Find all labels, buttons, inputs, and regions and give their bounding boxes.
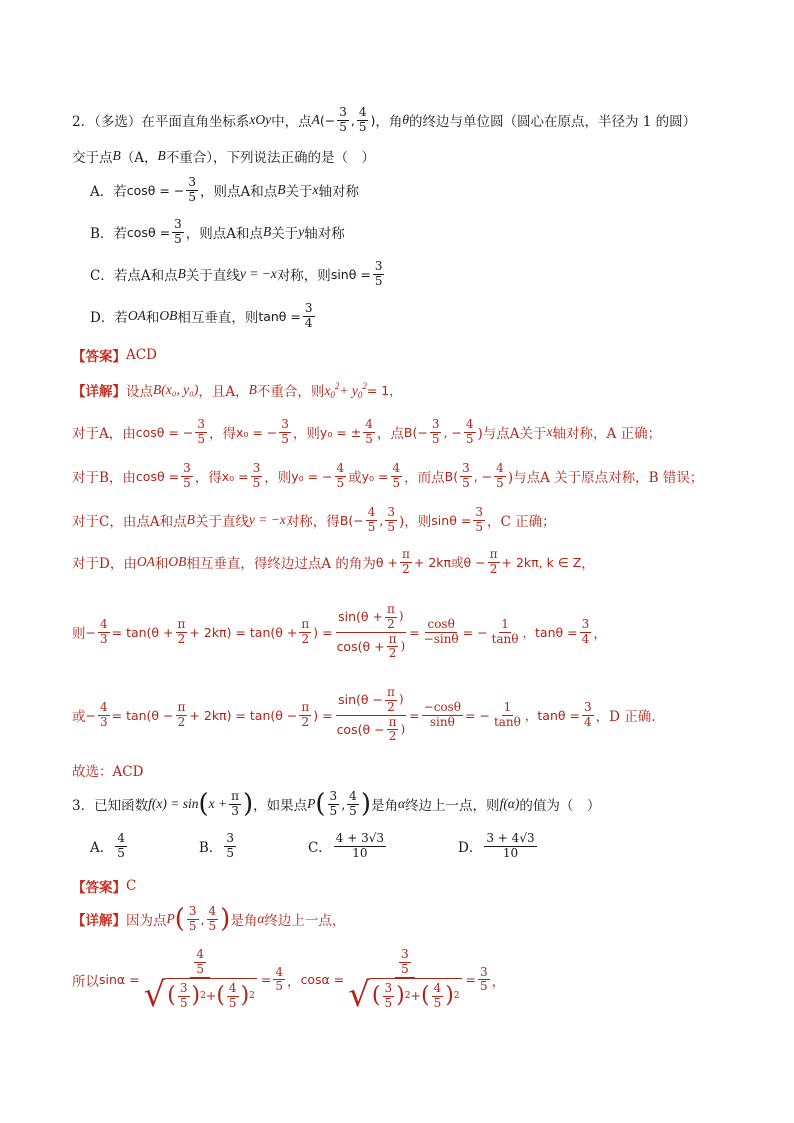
q2-option-d <box>90 302 317 331</box>
fraction: $\frac{4}{5}$ <box>392 461 401 490</box>
math-oa: OA <box>136 554 155 570</box>
fraction: $\frac{\pi}{2}$ <box>401 547 410 576</box>
math-alpha: α <box>257 911 265 927</box>
text: 不重合），下列说法正确的是（ ） <box>165 150 375 166</box>
text: A．若 <box>90 184 127 201</box>
text: )，则 <box>399 514 432 531</box>
fraction: $\frac{4}{5}$ <box>365 417 373 446</box>
text: 的值为（ ） <box>519 798 601 815</box>
math-alpha: α <box>397 796 406 812</box>
math: = 1， <box>366 383 402 398</box>
fraction: $\frac{4}{5}$ <box>496 461 504 490</box>
math: cosθ = <box>135 468 180 484</box>
text: 关于直线 <box>185 268 240 285</box>
math: B(− <box>403 424 428 440</box>
math: = − <box>465 707 490 723</box>
text: 对于D，由 <box>72 556 137 573</box>
text: 关于 <box>285 184 313 201</box>
text: 是角 <box>230 913 258 930</box>
math: sinθ = <box>431 512 472 528</box>
text: 则 <box>72 626 86 643</box>
fraction: $\frac{3}{5}$ <box>174 217 182 246</box>
math: tanθ = <box>258 308 301 324</box>
fraction: $\frac{\pi}{2}$ <box>301 699 310 729</box>
fraction: $\frac{1}{\tan\theta}$ <box>491 616 519 646</box>
math-x: x <box>312 182 319 198</box>
text: ，且A， <box>198 384 249 400</box>
math-point-b: B <box>112 148 121 163</box>
math: cosθ = <box>126 224 171 240</box>
math: sinθ = <box>330 266 371 282</box>
compound-fraction: $\frac{4}{5}$ √ ( $\frac{3}{5}$ ) 2 + ( $\frac{4}{5}$ ) 2 <box>143 947 255 1015</box>
q2-detail-line1 <box>72 380 402 400</box>
text: B．若 <box>90 226 127 243</box>
math: y₀ = − <box>291 468 333 484</box>
math: sinα = <box>99 972 140 988</box>
math: − <box>85 624 96 640</box>
math: cosθ = − <box>135 424 194 440</box>
text: 终边上一点，则 <box>405 798 500 815</box>
math: cosα = <box>300 972 345 988</box>
text: 中，点 <box>271 114 312 131</box>
math: x + <box>208 796 228 812</box>
q2-detail-e2 <box>72 686 656 744</box>
q3-stem <box>72 790 600 819</box>
text: 关于 <box>271 226 299 243</box>
fraction: $\frac{4}{5}$ <box>336 461 345 490</box>
fraction: $\frac{\cos\theta}{-\sin\theta}$ <box>423 616 459 646</box>
math-point-p: P <box>307 796 316 812</box>
q2-stem-line2 <box>72 146 375 166</box>
text: 交于点 <box>72 150 113 166</box>
text: 和 <box>154 556 169 573</box>
text: )与点A关于 <box>477 426 547 443</box>
math-point-b: B <box>262 224 272 240</box>
math: = − <box>462 624 488 640</box>
text: C．若点A和点 <box>90 268 178 285</box>
q2-option-c <box>90 260 386 289</box>
math-y: y <box>298 224 305 240</box>
math-oa: OA <box>127 308 146 324</box>
fraction: $\frac{3}{5}$ <box>252 461 261 490</box>
text: （A， <box>120 150 158 166</box>
math: , <box>379 512 384 528</box>
fraction: $\frac{3}{4}$ <box>304 301 313 330</box>
math-point-a: A <box>311 112 320 128</box>
math: = tan(θ − <box>111 707 174 723</box>
math: ( <box>198 789 209 820</box>
math: ) <box>220 904 231 935</box>
detail-tag: 【详解】 <box>72 913 126 930</box>
compound-fraction: sin(θ − $\frac{\pi}{2}$ ) cos(θ − $\frac{\pi}{2}$ ) <box>336 685 406 744</box>
math: (− <box>319 112 336 128</box>
math: , − <box>443 424 462 440</box>
text: )与点A 关于原点对称，B 错误； <box>507 470 704 487</box>
text: ，则点A和点 <box>185 226 263 243</box>
fraction: $\frac{3}{5}$ <box>480 964 488 994</box>
text: ， <box>287 973 301 990</box>
fraction: $\frac{4}{5}$ <box>275 964 284 994</box>
text: 设点 <box>126 384 153 400</box>
math: = <box>465 972 477 988</box>
math: x₀ = − <box>235 424 278 440</box>
q2-detail-c <box>72 506 556 535</box>
fraction: $\frac{\pi}{2}$ <box>301 616 310 646</box>
text: 3．已知函数 <box>72 798 149 815</box>
q2-answer <box>72 345 157 365</box>
text: 2．（多选）在平面直角坐标系 <box>72 114 250 131</box>
fraction: $\frac{-\cos\theta}{\sin\theta}$ <box>423 699 462 729</box>
math: + 2kπ) = tan(θ + <box>189 624 298 640</box>
q3-detail-line1 <box>72 905 345 934</box>
q2-option-a <box>90 176 359 205</box>
text: 对于B，由 <box>72 470 136 487</box>
q3-option-c: C． $\frac{4 + 3√3}{10}$ <box>307 831 385 860</box>
math: x₀ = <box>221 468 249 484</box>
math: ) <box>370 112 376 128</box>
q3-option-a: A． $\frac{4}{5}$ <box>90 831 125 860</box>
text: 轴对称 <box>304 226 345 243</box>
answer-value: C <box>126 878 137 894</box>
text: 因为点 <box>126 913 167 930</box>
math-ob: OB <box>168 554 187 570</box>
fraction: $\frac{3}{5}$ <box>475 505 483 534</box>
math-point-b: B <box>248 382 257 397</box>
math: ( <box>174 904 185 935</box>
text: 或 <box>348 470 362 487</box>
math: + 2kπ, k ∈ Z <box>501 554 582 570</box>
text: ，D 正确. <box>595 709 656 726</box>
q2-conclusion <box>72 760 143 780</box>
math: ) = <box>313 624 333 640</box>
text: 轴对称 <box>318 184 359 201</box>
fraction: $\frac{3}{4}$ <box>581 616 590 646</box>
q2-detail-a <box>72 418 661 447</box>
text: 故选：ACD <box>72 764 144 780</box>
fraction: $\frac{4}{5}$ <box>465 417 474 446</box>
math: − <box>85 707 96 723</box>
math-ob: OB <box>159 308 178 324</box>
fraction: $\frac{4}{3}$ <box>99 616 108 646</box>
math: y₀ = ± <box>319 424 362 440</box>
text: 对称，得 <box>285 514 340 531</box>
fraction: $\frac{4}{5}$ <box>358 105 367 134</box>
text: ， <box>593 626 607 643</box>
math: θ + <box>375 554 398 570</box>
fraction: $\frac{4}{5}$ <box>208 904 217 933</box>
text: 对于A，由 <box>72 426 136 443</box>
answer-value: ACD <box>126 347 157 363</box>
q3-detail-line2 <box>72 947 506 1015</box>
math: , <box>200 911 205 927</box>
text: 所以 <box>72 973 99 990</box>
math-x: x <box>546 424 553 440</box>
text: 是角 <box>370 798 398 815</box>
text: 的终边与单位圆（圆心在原点，半径为 1 的圆） <box>408 114 697 131</box>
math-theta: θ <box>402 112 409 128</box>
math: ( <box>315 789 326 820</box>
q2-detail-e1 <box>72 603 607 661</box>
text: ，角 <box>375 114 403 131</box>
fraction: $\frac{3}{5}$ <box>387 505 396 534</box>
fraction: $\frac{\pi}{3}$ <box>231 789 239 818</box>
detail-tag: 【详解】 <box>72 384 126 400</box>
math: y₀ = <box>361 468 389 484</box>
math: = tan(θ + <box>111 624 174 640</box>
answer-tag: 【答案】 <box>72 349 126 365</box>
fraction: $\frac{\pi}{2}$ <box>489 547 498 576</box>
text: ，则 <box>292 426 320 443</box>
fraction: $\frac{3}{5}$ <box>339 105 347 134</box>
fraction: $\frac{3}{5}$ <box>281 417 289 446</box>
math: , <box>350 112 355 128</box>
math: = <box>409 707 420 723</box>
fraction: $\frac{3}{5}$ <box>188 904 197 933</box>
q2-option-b <box>90 218 345 247</box>
text: 不重合，则 <box>256 384 325 400</box>
math: = <box>409 624 420 640</box>
compound-fraction: $\frac{3}{5}$ √ ( $\frac{3}{5}$ ) 2 + ( $\frac{4}{5}$ ) 2 <box>348 947 460 1015</box>
answer-tag: 【答案】 <box>72 880 126 896</box>
math-xoy: xOy <box>249 112 272 128</box>
math: = <box>260 972 272 988</box>
math: B(− <box>339 512 364 528</box>
math: , <box>341 796 346 812</box>
text: 对于C，由点A和点 <box>72 514 187 531</box>
math: cosθ = − <box>126 182 185 198</box>
text: ，如果点 <box>253 798 308 815</box>
math-line: y = −x <box>239 266 277 282</box>
text: ，得 <box>208 426 236 443</box>
text: ，得 <box>194 470 222 487</box>
text: ，点 <box>376 426 404 443</box>
fraction: $\frac{\pi}{2}$ <box>177 616 186 646</box>
math-point-p: P <box>166 911 175 927</box>
q2-detail-b <box>72 462 703 491</box>
text: 相互垂直，得终边过点A 的角为 <box>186 556 376 573</box>
math: ) <box>360 789 371 820</box>
math: ) = <box>313 707 333 723</box>
math-point-b: B <box>186 512 195 528</box>
fraction: $\frac{3}{5}$ <box>374 259 383 288</box>
q3-options <box>90 832 609 861</box>
fraction: $\frac{1}{\tan\theta}$ <box>493 699 521 729</box>
text: D．若 <box>90 310 128 327</box>
math: B(x₀, y₀) <box>153 382 199 397</box>
q2-detail-d <box>72 548 595 577</box>
fraction: $\frac{3}{5}$ <box>188 175 196 204</box>
text: 或 <box>72 709 86 726</box>
text: ，而点 <box>404 470 445 487</box>
text: 关于直线 <box>194 514 249 531</box>
q2-stem-line1 <box>72 106 696 135</box>
text: 对称，则 <box>276 268 331 285</box>
fraction: $\frac{\pi}{2}$ <box>177 699 186 729</box>
text: 终边上一点， <box>264 913 346 930</box>
q3-option-b: B． $\frac{3}{5}$ <box>198 831 234 860</box>
math: + 2kπ) = tan(θ − <box>189 707 298 723</box>
math: f(x) = sin <box>148 796 199 812</box>
math: ，tanθ = <box>524 708 580 724</box>
text: 和 <box>145 310 160 327</box>
math-point-b: B <box>277 182 286 198</box>
math: ) <box>242 789 254 820</box>
compound-fraction: sin(θ + $\frac{\pi}{2}$ ) cos(θ + $\frac{\pi}{2}$ ) <box>336 602 406 661</box>
fraction: $\frac{4}{5}$ <box>349 789 357 818</box>
math: f(α) <box>499 796 520 812</box>
q3-option-d: D． $\frac{3 + 4√3}{10}$ <box>458 831 535 860</box>
fraction: $\frac{3}{5}$ <box>183 461 191 490</box>
fraction: $\frac{3}{5}$ <box>462 461 470 490</box>
fraction: $\frac{3}{5}$ <box>431 417 440 446</box>
math-point-b: B <box>157 148 166 163</box>
text: 相互垂直，则 <box>177 310 259 327</box>
math: + 2kπ或θ − <box>413 555 486 571</box>
math-point-b: B <box>177 266 186 282</box>
math-x0-squared: $x_0^2+ y_0^2$ <box>324 380 367 400</box>
fraction: $\frac{4}{3}$ <box>99 699 108 729</box>
fraction: $\frac{3}{4}$ <box>583 699 592 729</box>
math: , − <box>473 468 493 484</box>
text: 轴对称，A 正确； <box>552 426 662 443</box>
fraction: $\frac{4}{5}$ <box>367 505 376 534</box>
text: ， <box>491 973 506 990</box>
fraction: $\frac{3}{5}$ <box>329 789 338 818</box>
q3-answer <box>72 876 136 896</box>
text: ， <box>581 556 595 573</box>
math: B( <box>444 468 459 484</box>
text: ，则点A和点 <box>199 184 278 201</box>
text: ，则 <box>264 470 292 487</box>
math-line: y = −x <box>248 512 286 528</box>
text: ，C 正确； <box>486 514 556 531</box>
fraction: $\frac{3}{5}$ <box>197 417 205 446</box>
math: ，tanθ = <box>522 625 578 641</box>
